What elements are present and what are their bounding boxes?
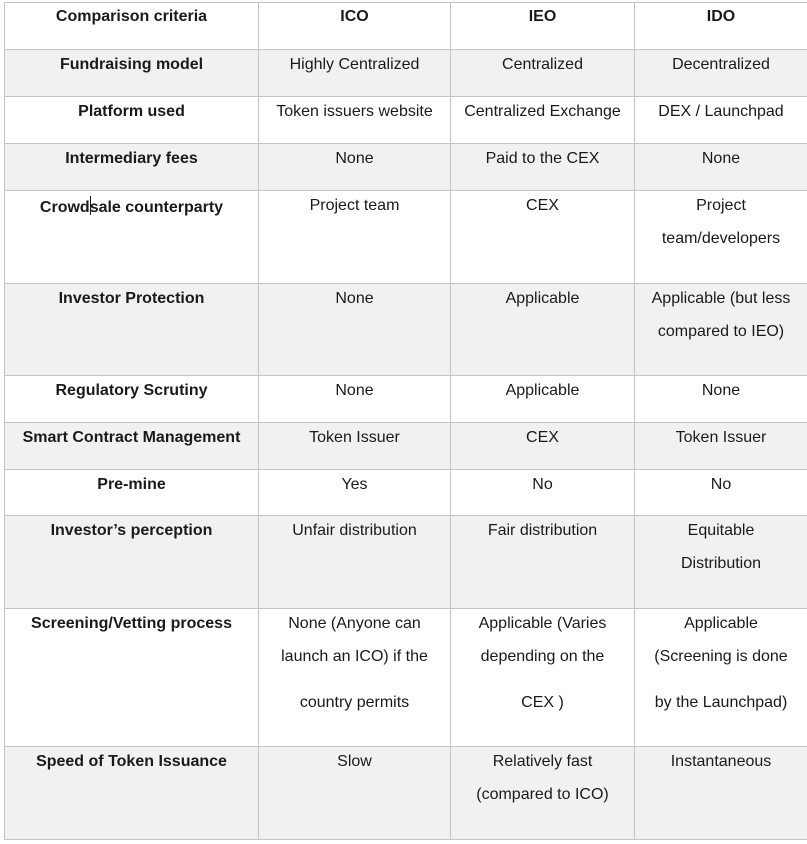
cell-text-line: Slow [337,753,372,770]
cell-text-line: Applicable [505,382,580,399]
header-criteria[interactable]: Comparison criteria [5,3,259,50]
ico-cell[interactable] [259,144,451,191]
ieo-cell[interactable] [451,470,635,516]
cell-text-line: team/developers [661,230,781,247]
ido-cell[interactable] [635,376,807,423]
criterion-cell[interactable] [5,747,259,840]
criterion-cell[interactable] [5,97,259,144]
comparison-table-body [5,3,807,840]
cell-text-line: by the Launchpad) [654,694,788,711]
cell-text-line: compared to IEO) [657,323,785,340]
table-row [5,97,807,144]
header-ico[interactable]: ICO [259,3,451,50]
cell-text-line: No [532,476,553,493]
ido-cell[interactable] [635,97,807,144]
ido-cell[interactable] [635,284,807,376]
criterion-cell[interactable] [5,516,259,609]
criterion-cell[interactable] [5,609,259,747]
ico-cell[interactable] [259,50,451,97]
table-row [5,284,807,376]
cell-text-line: None (Anyone can [288,615,421,632]
cell-text-line: Token Issuer [309,429,400,446]
cell-text-line: Equitable [687,522,755,539]
cell-text-line: Instantaneous [670,753,772,770]
ido-cell[interactable] [635,747,807,840]
ido-cell[interactable] [635,516,807,609]
ieo-cell[interactable] [451,97,635,144]
cell-text-line: None [701,382,741,399]
cell-text-line: No [710,476,732,493]
ico-cell[interactable] [259,97,451,144]
ico-cell[interactable] [259,191,451,284]
cell-text-line: Yes [341,476,368,493]
criterion-label: Screening/Vetting process [31,615,232,632]
table-row [5,191,807,284]
criterion-cell[interactable] [5,50,259,97]
criterion-label-part: sale counterparty [89,199,224,216]
criterion-label: Intermediary fees [65,150,198,167]
criterion-cell[interactable] [5,284,259,376]
criterion-label: Platform used [78,103,185,120]
criterion-label: Regulatory Scrutiny [55,382,208,399]
table-row [5,747,807,840]
ido-cell[interactable] [635,609,807,747]
criterion-label-part: Crowd [39,199,90,216]
criterion-label: Smart Contract Management [22,429,241,446]
ieo-cell[interactable] [451,423,635,470]
cell-text-line: country permits [299,694,410,711]
cell-text-line: CEX ) [521,694,564,711]
cell-text-line: Decentralized [672,56,770,73]
header-row [5,3,807,50]
table-row [5,144,807,191]
cell-text-line: (Screening is done [654,648,788,665]
ieo-cell[interactable] [451,284,635,376]
ieo-cell[interactable] [451,50,635,97]
ico-cell[interactable] [259,516,451,609]
criterion-cell[interactable] [5,144,259,191]
cell-text-line: Highly Centralized [289,56,420,73]
criterion-cell[interactable] [5,376,259,423]
cell-text-line: Paid to the CEX [485,150,600,167]
criterion-cell[interactable] [5,423,259,470]
ico-cell[interactable] [259,284,451,376]
table-row [5,609,807,747]
cell-text-line: CEX [526,197,559,214]
table-row [5,50,807,97]
cell-text-line: None [701,150,741,167]
cell-text-line: Token Issuer [675,429,767,446]
ieo-cell[interactable] [451,191,635,284]
cell-text-line: Centralized Exchange [464,103,621,120]
cell-text-line: None [335,382,374,399]
cell-text-line: Applicable (but less [651,290,791,307]
cell-text-line: None [335,290,374,307]
ido-cell[interactable] [635,191,807,284]
ido-cell[interactable] [635,423,807,470]
table-row [5,423,807,470]
cell-text-line: Project [696,197,746,214]
ico-cell[interactable] [259,423,451,470]
ieo-cell[interactable] [451,516,635,609]
cell-text-line: DEX / Launchpad [658,103,784,120]
ieo-cell[interactable] [451,144,635,191]
cell-text-line: Unfair distribution [292,522,417,539]
cell-text-line: depending on the [480,648,605,665]
criterion-cell[interactable] [5,470,259,516]
cell-text-line: Applicable [505,290,580,307]
cell-text-line: (compared to ICO) [476,786,609,803]
ieo-cell[interactable] [451,376,635,423]
cell-text-line: Distribution [680,555,762,572]
cell-text-line: Applicable (Varies [478,615,607,632]
comparison-table [4,2,807,840]
ieo-cell[interactable] [451,747,635,840]
cell-text-line: Fair distribution [487,522,598,539]
criterion-label: Fundraising model [59,56,204,73]
ieo-cell[interactable] [451,609,635,747]
table-row [5,470,807,516]
cell-text-line: Token issuers website [276,103,433,120]
ico-cell[interactable] [259,609,451,747]
criterion-label: Pre-mine [97,476,166,493]
table-row [5,516,807,609]
ido-cell[interactable] [635,50,807,97]
cell-text-line: Applicable [684,615,758,632]
table-row [5,376,807,423]
ido-cell[interactable] [635,470,807,516]
criterion-label: Investor Protection [58,290,205,307]
ico-cell[interactable] [259,747,451,840]
header-ido[interactable]: IDO [635,3,807,50]
cell-text-line: Project team [309,197,400,214]
header-ieo[interactable]: IEO [451,3,635,50]
cell-text-line: Centralized [502,56,583,73]
ico-cell[interactable] [259,470,451,516]
ido-cell[interactable] [635,144,807,191]
criterion-cell[interactable] [5,191,259,284]
cell-text-line: launch an ICO) if the [281,648,428,665]
cell-text-line: CEX [526,429,559,446]
criterion-label: Speed of Token Issuance [36,753,227,770]
criterion-label: Investor’s perception [50,522,213,539]
ico-cell[interactable] [259,376,451,423]
cell-text-line: Relatively fast [492,753,593,770]
cell-text-line: None [335,150,374,167]
